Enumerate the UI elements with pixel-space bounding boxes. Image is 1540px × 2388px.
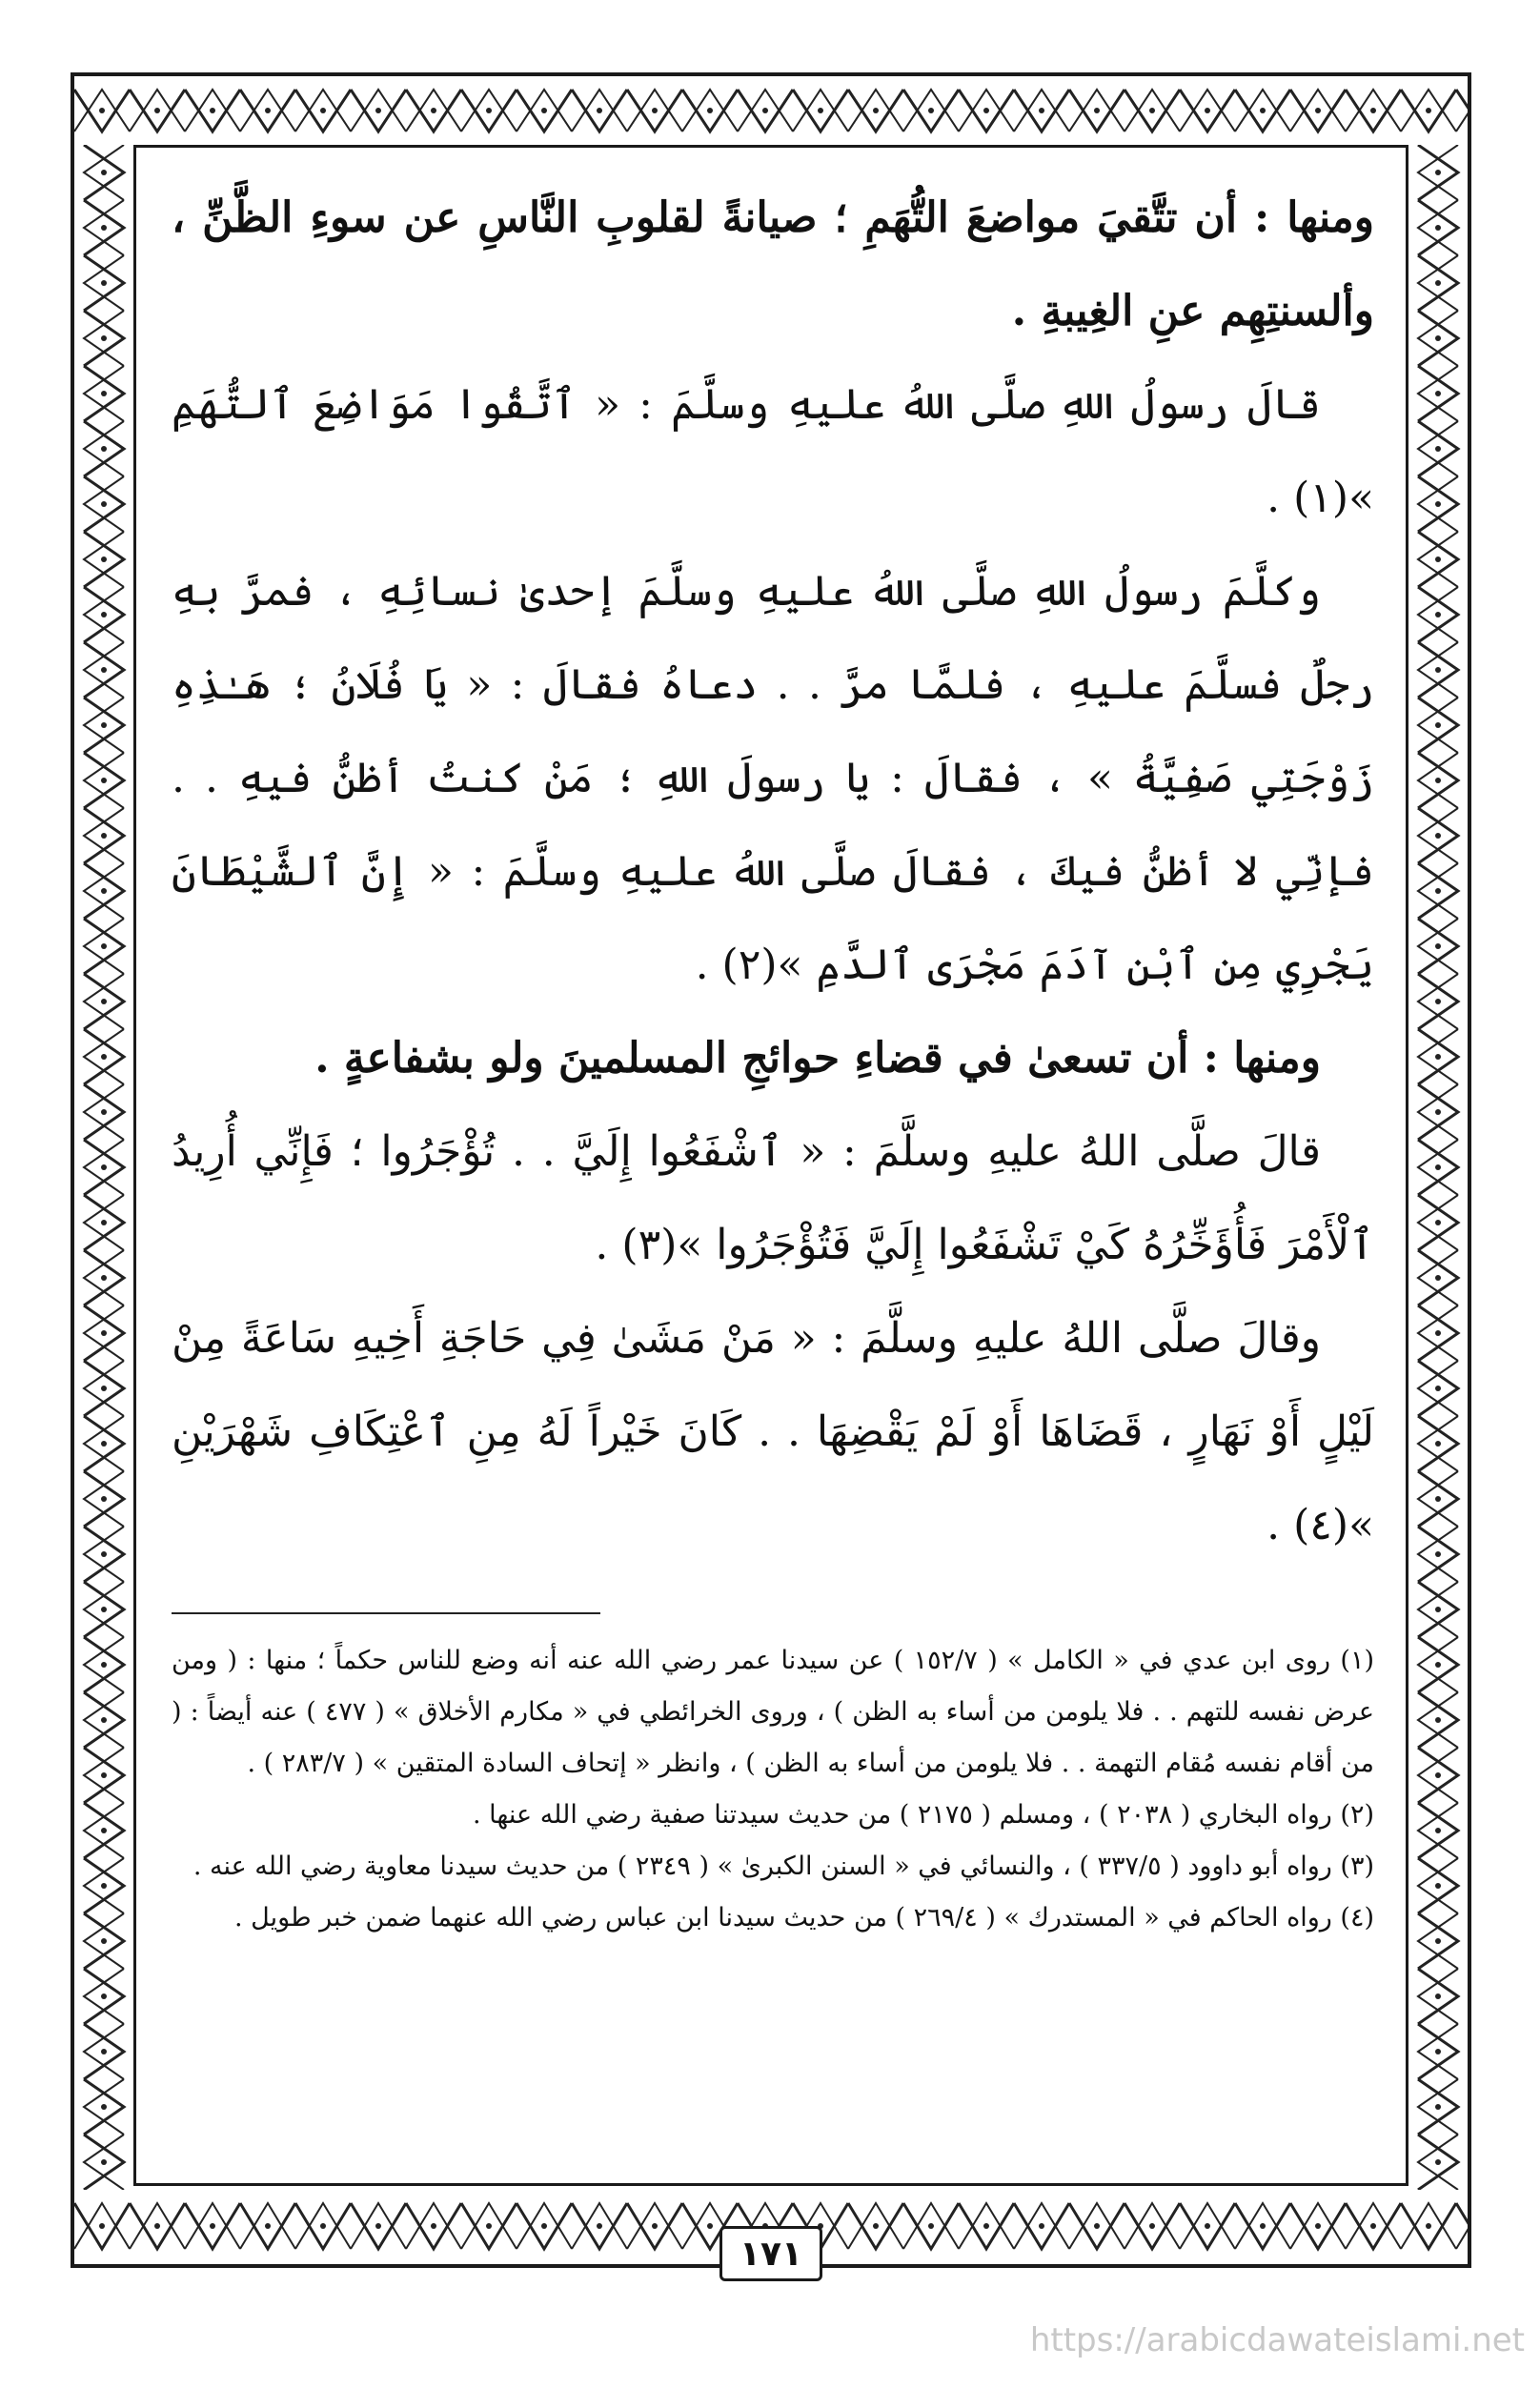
paragraph-4: ومنها : أن تسعىٰ في قضاءِ حوائجِ المسلمينَ ولو بشفاعةٍ .: [314, 1034, 1321, 1083]
footnote-2: (٢) رواه البخاري ( ٢٠٣٨ ) ، ومسلم ( ٢١٧٥ ) من حديث سيدتنا صفية رضي الله عنها .: [473, 1800, 1374, 1830]
main-text: [172, 172, 1374, 1572]
watermark-url: https://arabicdawateislami.net: [1029, 2321, 1525, 2359]
footnote-separator: [172, 1612, 600, 1614]
border-ornament-right: [1408, 145, 1468, 2190]
paragraph-6: وقالَ صلَّى اللهُ عليهِ وسلَّمَ : « مَنْ مَشَىٰ فِي حَاجَةِ أَخِيهِ سَاعَةً مِنْ لَيْلٍ أَوْ نَهَارٍ ، قَضَاهَا أَوْ لَمْ يَقْضِهَا . . كَانَ خَيْراً لَهُ مِنِ ٱعْتِكَافِ شَهْرَيْنِ »(٤) .: [172, 1314, 1374, 1549]
footnote-3: (٣) رواه أبو داوود ( ٣٣٧/٥ ) ، والنسائي في « السنن الكبرىٰ » ( ٢٣٤٩ ) من حديث سيدنا معاوية رضي الله عنه .: [192, 1852, 1374, 1881]
paragraph-3: وكلَّمَ رسولُ اللهِ صلَّى اللهُ عليهِ وسلَّمَ إحدىٰ نسائِهِ ، فمرَّ بهِ رجلٌ فسلَّمَ عليهِ ، فلمَّا مرَّ . . دعاهُ فقالَ : « يَا فُلَانُ ؛ هَـٰذِهِ زَوْجَتِي صَفِيَّةُ » ، فقالَ : يا رسولَ اللهِ ؛ مَنْ كنتُ أظنُّ فيهِ . . فإنِّي لا أظنُّ فيكَ ، فقالَ صلَّى اللهُ عليهِ وسلَّمَ : « إِنَّ ٱلشَّيْطَانَ يَجْرِي مِنِ ٱبْنِ آدَمَ مَجْرَى ٱلدَّمِ »(٢) .: [172, 567, 1374, 989]
paragraph-5: قالَ صلَّى اللهُ عليهِ وسلَّمَ : « ٱشْفَعُوا إِلَيَّ . . تُؤْجَرُوا ؛ فَإِنِّي أُرِيدُ ٱلْأَمْرَ فَأُؤَخِّرُهُ كَيْ تَشْفَعُوا إِلَيَّ فَتُؤْجَرُوا »(٣) .: [172, 1127, 1374, 1269]
paragraph-2: قالَ رسولُ اللهِ صلَّى اللهُ عليهِ وسلَّمَ : « ٱتَّقُوا مَوَاضِعَ ٱلتُّهَمِ »(١) .: [172, 380, 1374, 522]
paragraph-1: ومنها : أن تتَّقيَ مواضعَ التُّهَمِ ؛ صيانةً لقلوبِ النَّاسِ عن سوءِ الظَّنِّ ، وألسنتِهِم عنِ الغِيبةِ .: [172, 193, 1374, 335]
footnotes: [172, 1635, 1374, 1944]
page-number: ١٧١: [719, 2226, 822, 2281]
footnote-1: (١) روى ابن عدي في « الكامل » ( ١٥٢/٧ ) عن سيدنا عمر رضي الله عنه أنه وضع للناس حكماً ؛ منها : ( ومن عرض نفسه للتهم . . فلا يلومن من أساء به الظن ) ، وروى الخرائطي في « مكارم الأخلاق » ( ٤٧٧ ) عنه أيضاً : ( من أقام نفسه مُقام التهمة . . فلا يلومن من أساء به الظن ) ، وانظر « إتحاف السادة المتقين » ( ٢٨٣/٧ ) .: [172, 1646, 1375, 1778]
footnote-4: (٤) رواه الحاكم في « المستدرك » ( ٢٦٩/٤ ) من حديث سيدنا ابن عباس رضي الله عنهما ضمن خبر طويل .: [234, 1903, 1374, 1933]
border-ornament-left: [74, 145, 133, 2190]
border-ornament-top: [74, 76, 1468, 145]
